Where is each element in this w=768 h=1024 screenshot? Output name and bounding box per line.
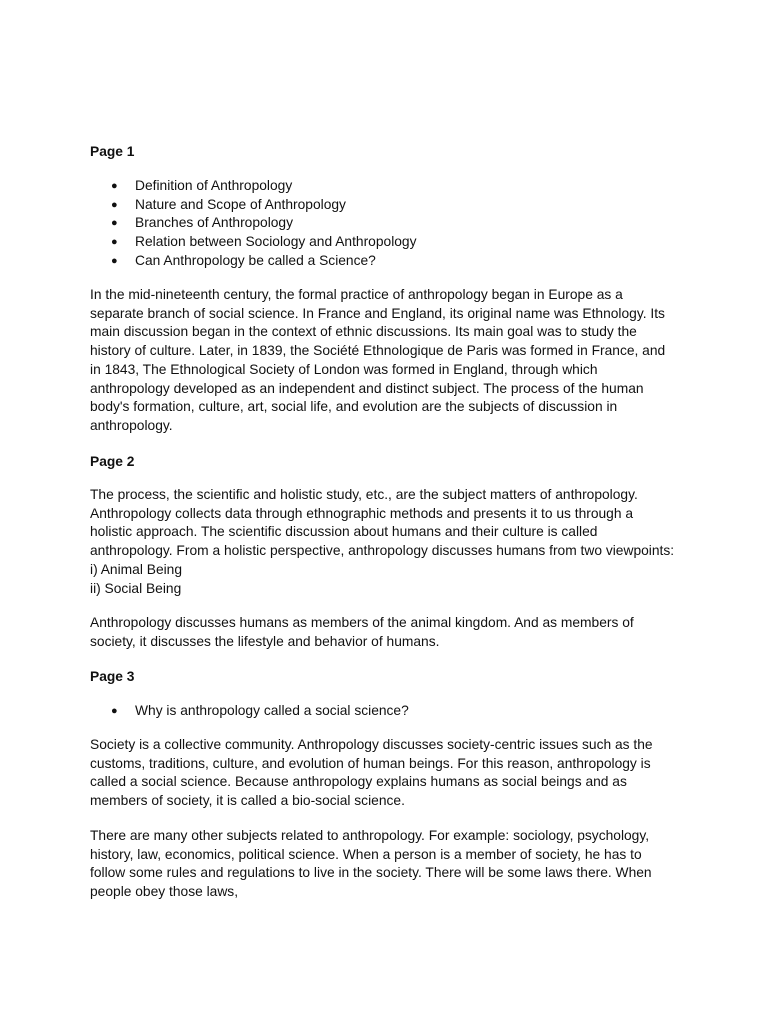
paragraph-line: separate branch of social science. In France and England, its original name was Ethnology. Its: [90, 305, 665, 321]
paragraph-line: In the mid-nineteenth century, the formal practice of anthropology began in Europe as a: [90, 287, 623, 302]
list-item: [90, 252, 690, 271]
paragraph-line: anthropology.: [90, 417, 173, 433]
list-item-text: Definition of Anthropology: [135, 178, 293, 193]
list-item-text: Can Anthropology be called a Science?: [135, 252, 376, 268]
paragraph-line: The process, the scientific and holistic study, etc., are the subject matters of anthropology.: [90, 487, 638, 502]
paragraph-line: main discussion began in the context of ethnic discussions. Its main goal was to study the: [90, 324, 637, 340]
section-2-paragraph-2: [90, 614, 690, 651]
paragraph-line: Society is a collective community. Anthropology discusses society-centric issues such as the: [90, 737, 653, 752]
list-item: [90, 702, 690, 721]
paragraph-line: holistic approach. The scientific discussion about humans and their culture is called: [90, 524, 598, 540]
section-1-paragraph: [90, 286, 690, 436]
paragraph-line: in 1843, The Ethnological Society of London was formed in England, through which: [90, 361, 598, 377]
paragraph-line: body's formation, culture, art, social life, and evolution are the subjects of discussion in: [90, 399, 618, 415]
paragraph-line: members of society, it is called a bio-social science.: [90, 793, 405, 809]
bullet-icon: ●: [111, 180, 118, 192]
list-item: [90, 196, 690, 215]
paragraph-line: society, it discusses the lifestyle and behavior of humans.: [90, 633, 440, 649]
list-item-text: Branches of Anthropology: [135, 215, 294, 231]
list-item-text: Nature and Scope of Anthropology: [135, 196, 346, 212]
list-item-text: Why is anthropology called a social science?: [135, 703, 409, 718]
paragraph-line: history of culture. Later, in 1839, the Société Ethnologique de Paris was formed in France, and: [90, 343, 666, 359]
section-3-bullet-list: [90, 702, 690, 721]
paragraph-line: There are many other subjects related to anthropology. For example: sociology, psychology,: [90, 828, 650, 843]
bullet-icon: ●: [111, 198, 118, 211]
section-2-paragraph-1: [90, 486, 690, 598]
section-heading-page-3: Page 3: [90, 669, 135, 684]
paragraph-line: history, law, economics, political science. When a person is a member of society, he has to: [90, 846, 642, 862]
paragraph-line: anthropology. From a holistic perspective, anthropology discusses humans from two viewpoints:: [90, 543, 675, 559]
bullet-icon: ●: [111, 217, 118, 230]
paragraph-line: anthropology developed as an independent and distinct subject. The process of the human: [90, 380, 644, 396]
paragraph-line: Anthropology discusses humans as members of the animal kingdom. And as members of: [90, 615, 634, 630]
section-3-paragraph-1: [90, 736, 690, 811]
list-item: [90, 233, 690, 252]
paragraph-line: i) Animal Being: [90, 561, 183, 577]
section-3-paragraph-2: [90, 827, 690, 902]
bullet-icon: ●: [111, 254, 118, 267]
section-heading-page-1: Page 1: [90, 144, 135, 159]
paragraph-line: people obey those laws,: [90, 884, 239, 900]
bullet-icon: ●: [111, 705, 118, 717]
list-item: [90, 177, 690, 196]
section-heading-page-2: Page 2: [90, 454, 135, 469]
paragraph-line: ii) Social Being: [90, 580, 182, 596]
bullet-icon: ●: [111, 236, 118, 249]
paragraph-line: follow some rules and regulations to live in the society. There will be some laws there. When: [90, 865, 652, 881]
paragraph-line: customs, traditions, culture, and evolution of human beings. For this reason, anthropology is: [90, 755, 651, 771]
paragraph-line: Anthropology collects data through ethnographic methods and presents it to us through a: [90, 505, 634, 521]
paragraph-line: called a social science. Because anthropology explains humans as social beings and as: [90, 774, 627, 790]
list-item-text: Relation between Sociology and Anthropology: [135, 234, 417, 250]
section-1-bullet-list: [90, 177, 690, 270]
list-item: [90, 214, 690, 233]
